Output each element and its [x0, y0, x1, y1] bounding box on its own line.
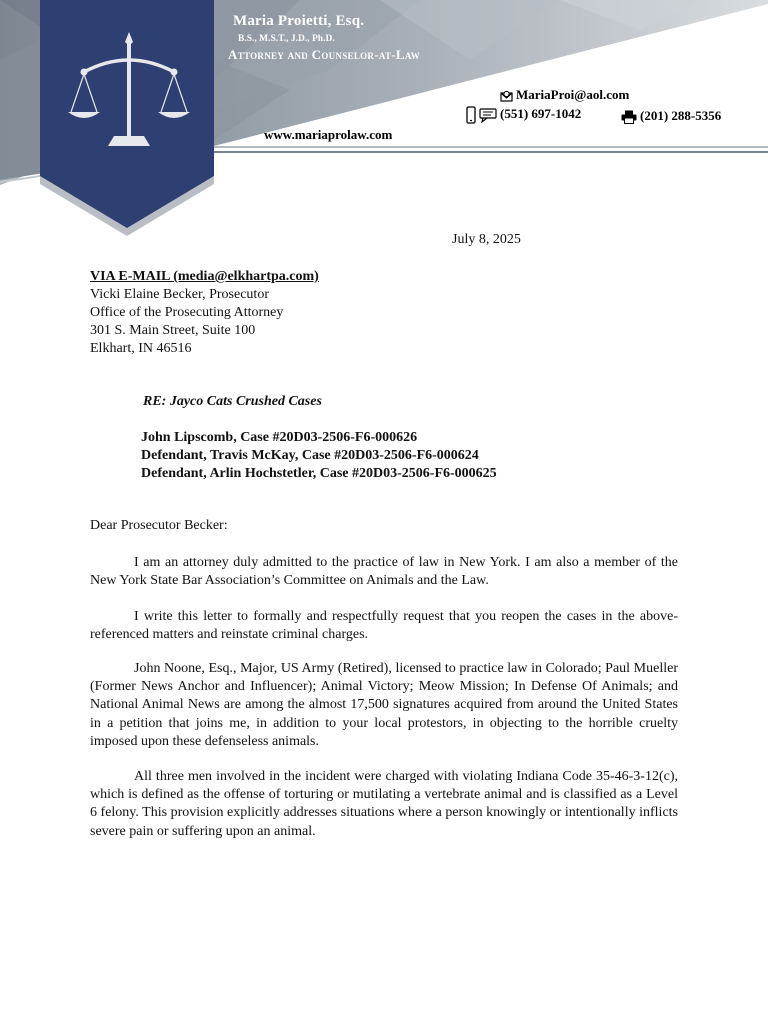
attorney-name: Maria Proietti, Esq.	[233, 13, 365, 29]
email-address[interactable]: MariaProi@aol.com	[516, 87, 630, 102]
subject-line: RE: Jayco Cats Crushed Cases	[143, 394, 322, 409]
attorney-degrees: B.S., M.S.T., J.D., Ph.D.	[238, 34, 335, 44]
message-icon	[479, 108, 497, 123]
delivery-method: VIA E-MAIL (media@elkhartpa.com)	[90, 269, 319, 284]
recipient-line: 301 S. Main Street, Suite 100	[90, 323, 256, 338]
fax-printer-icon	[621, 110, 637, 124]
letter-date: July 8, 2025	[452, 232, 521, 247]
letterhead	[0, 0, 768, 250]
recipient-line: Vicki Elaine Becker, Prosecutor	[90, 287, 269, 302]
case-line: Defendant, Arlin Hochstetler, Case #20D03-2506-F6-000625	[141, 466, 497, 481]
body-paragraph: I write this letter to formally and respectfully request that you reopen the cases in the above-referenced matters and reinstate criminal charges.	[90, 609, 678, 643]
phone-contact	[466, 106, 581, 124]
case-line: John Lipscomb, Case #20D03-2506-F6-000626	[141, 430, 418, 445]
scales-of-justice-logo	[66, 32, 192, 150]
body-paragraph: John Noone, Esq., Major, US Army (Retired), licensed to practice law in Colorado; Paul Mueller (Former News Anchor and Influencer); Animal Victory; Meow Mission; In Defense Of Animals; and National Animal News are among the almost 17,500 signatures acquired from around the United States in a petition that joins me, in addition to your local protestors, in objecting to the horrible cruelty imposed upon these defenseless animals.	[90, 661, 678, 749]
salutation: Dear Prosecutor Becker:	[90, 518, 228, 533]
mobile-phone-icon	[466, 106, 476, 124]
body-paragraph: All three men involved in the incident were charged with violating Indiana Code 35-46-3-12(c), which is defined as the offense of torturing or mutilating a vertebrate animal and is classified as a Level 6 felony. This provision explicitly addresses situations where a person knowingly or intentionally inflicts severe pain or suffering upon an animal.	[90, 769, 678, 839]
recipient-address-block	[90, 268, 319, 358]
phone-number[interactable]: (551) 697-1042	[500, 106, 582, 121]
fax-number[interactable]: (201) 288-5356	[640, 108, 722, 123]
email-contact	[500, 87, 629, 103]
website-link[interactable]: www.mariaprolaw.com	[264, 127, 393, 142]
recipient-line: Elkhart, IN 46516	[90, 341, 192, 356]
email-icon	[500, 90, 513, 103]
recipient-line: Office of the Prosecuting Attorney	[90, 305, 284, 320]
case-line: Defendant, Travis McKay, Case #20D03-2506-F6-000624	[141, 448, 479, 463]
fax-contact	[621, 108, 721, 124]
body-paragraph: I am an attorney duly admitted to the practice of law in New York. I am also a member of the New York State Bar Association’s Committee on Animals and the Law.	[90, 555, 678, 589]
attorney-title: Attorney and Counselor-at-Law	[228, 47, 420, 62]
case-list	[141, 429, 497, 483]
